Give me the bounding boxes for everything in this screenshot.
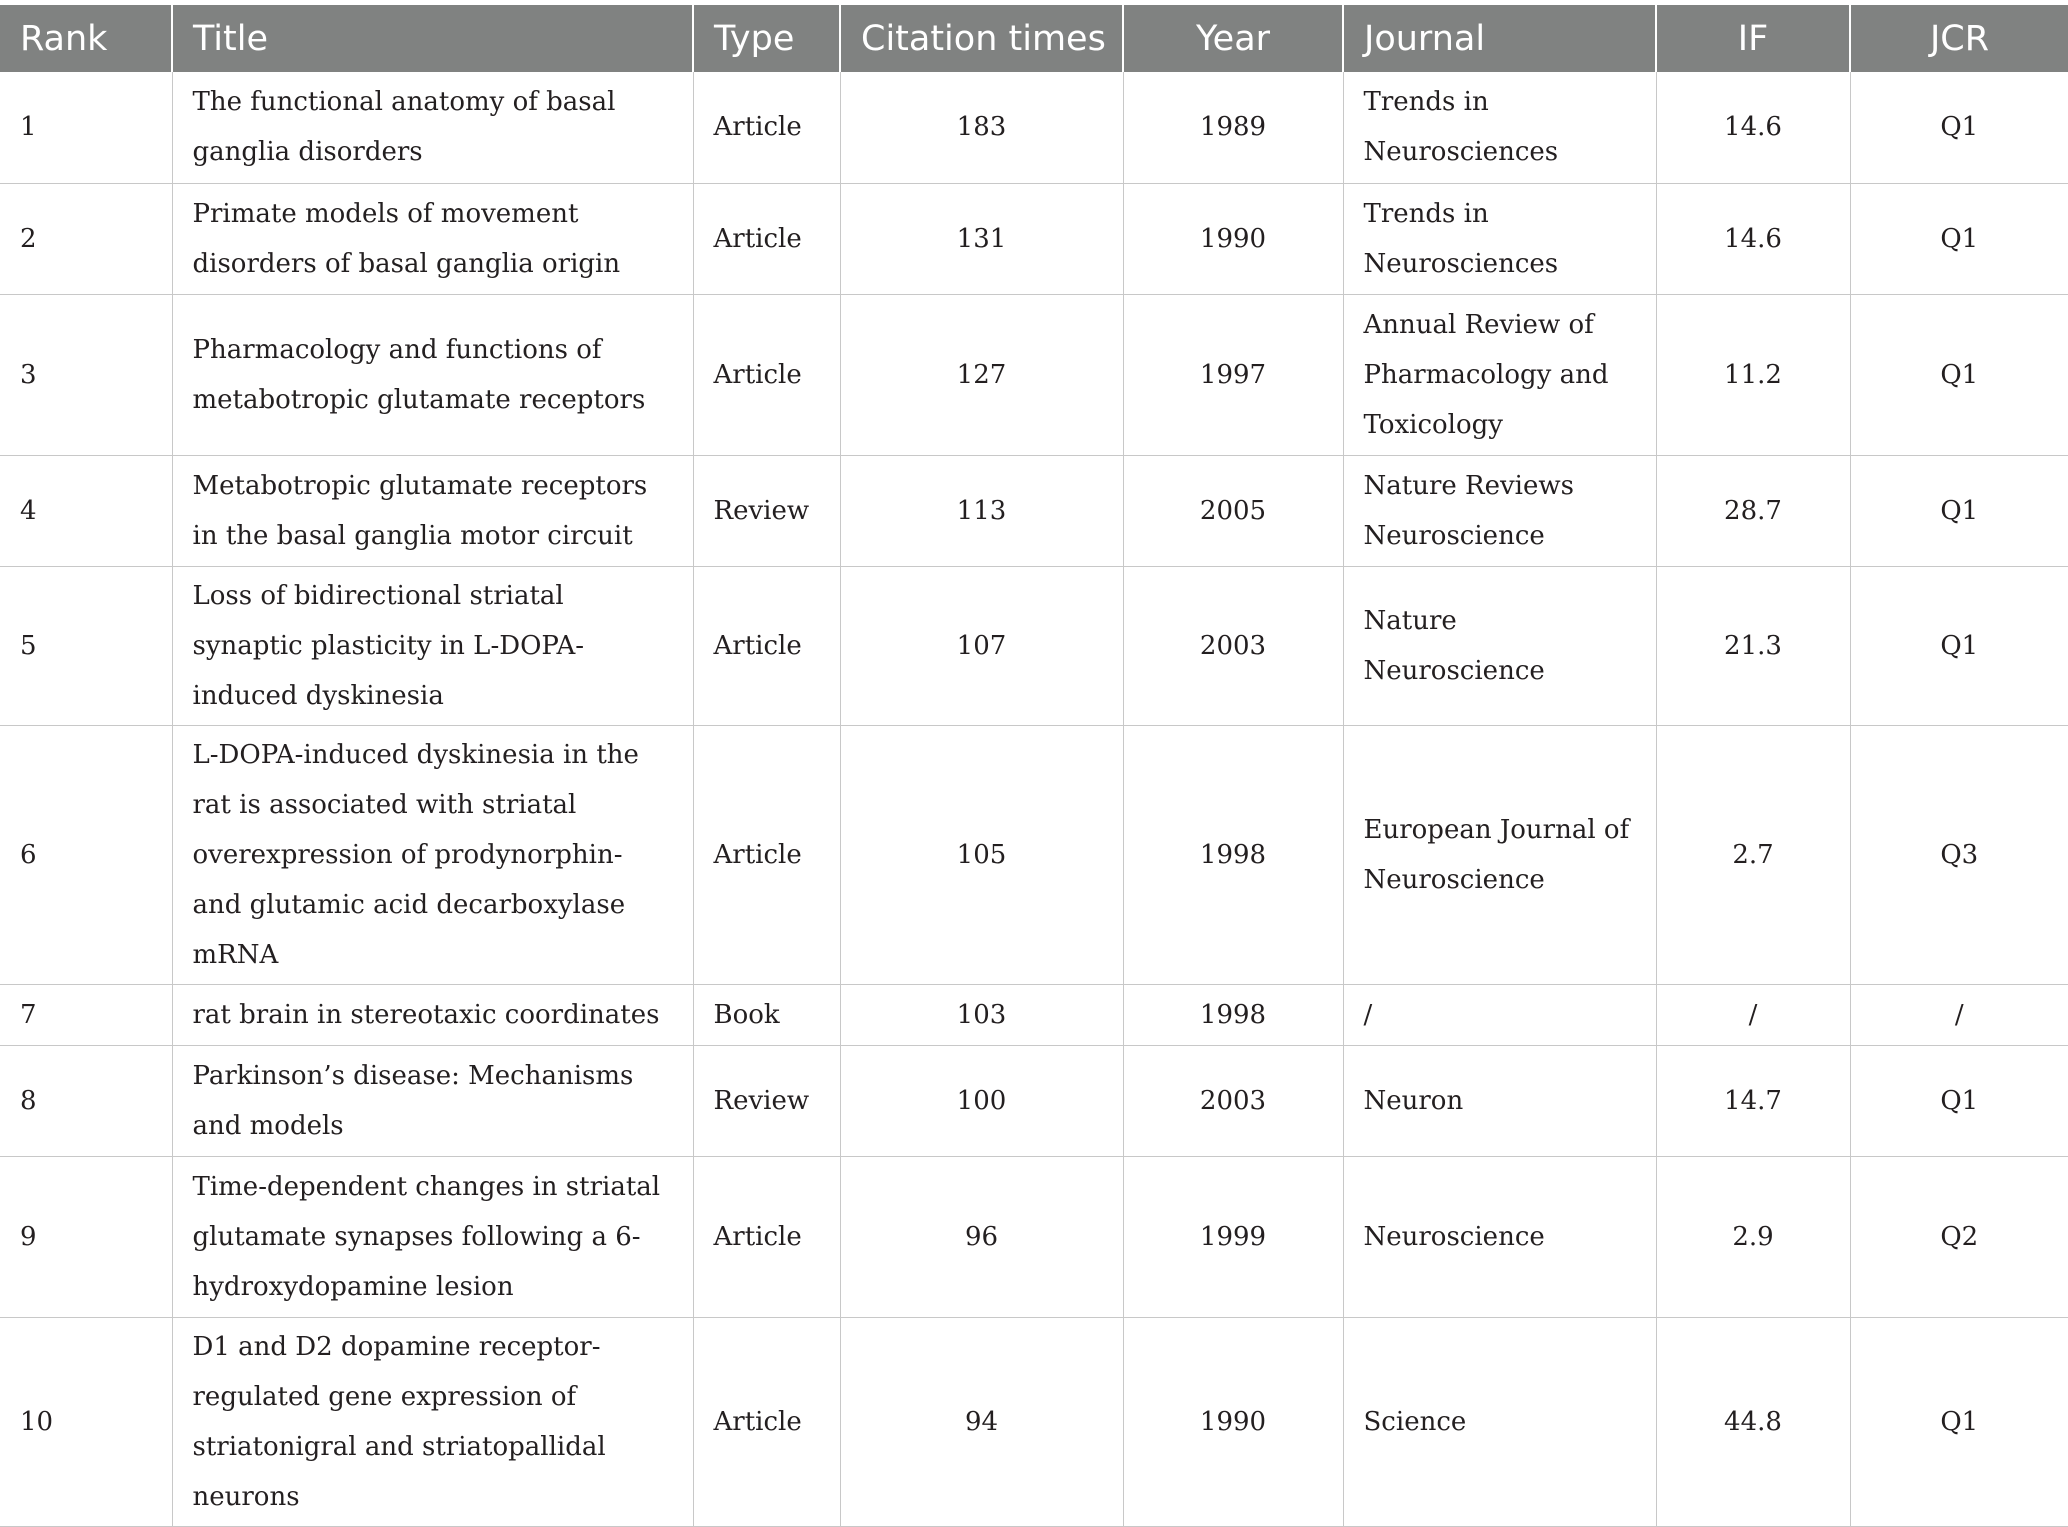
- table-row: [0, 455, 2068, 566]
- cell-citation: 100: [840, 1045, 1123, 1156]
- cell-jcr: Q1: [1850, 455, 2068, 566]
- cell-year: 1990: [1123, 1317, 1343, 1526]
- cell-if: 44.8: [1656, 1317, 1850, 1526]
- header-jcr: JCR: [1850, 5, 2068, 72]
- cell-rank: 10: [0, 1317, 172, 1526]
- table-row: [0, 72, 2068, 183]
- table-row: [0, 1156, 2068, 1317]
- cell-rank: 7: [0, 984, 172, 1045]
- cell-if: 11.2: [1656, 294, 1850, 455]
- cell-rank: 9: [0, 1156, 172, 1317]
- cell-type: Review: [693, 1045, 840, 1156]
- cell-citation: 107: [840, 566, 1123, 725]
- cell-title: Parkinson’s disease: Mechanisms and models: [172, 1045, 693, 1156]
- cell-if: 21.3: [1656, 566, 1850, 725]
- header-journal: Journal: [1343, 5, 1656, 72]
- cell-citation: 105: [840, 725, 1123, 984]
- cell-jcr: Q1: [1850, 1045, 2068, 1156]
- cell-type: Article: [693, 725, 840, 984]
- cell-journal: Annual Review of Pharmacology and Toxicology: [1343, 294, 1656, 455]
- citation-table: [0, 5, 2068, 1527]
- cell-citation: 96: [840, 1156, 1123, 1317]
- table-row: [0, 566, 2068, 725]
- cell-jcr: Q1: [1850, 294, 2068, 455]
- cell-title: Metabotropic glutamate receptors in the basal ganglia motor circuit: [172, 455, 693, 566]
- cell-type: Book: [693, 984, 840, 1045]
- cell-year: 1989: [1123, 72, 1343, 183]
- header-citation-times: Citation times: [840, 5, 1123, 72]
- cell-title: Time-dependent changes in striatal glutamate synapses following a 6-hydroxydopamine lesion: [172, 1156, 693, 1317]
- table-header: [0, 5, 2068, 72]
- header-row: [0, 5, 2068, 72]
- header-title: Title: [172, 5, 693, 72]
- cell-year: 1997: [1123, 294, 1343, 455]
- cell-year: 2003: [1123, 1045, 1343, 1156]
- cell-jcr: Q1: [1850, 566, 2068, 725]
- cell-journal: Neuron: [1343, 1045, 1656, 1156]
- cell-rank: 4: [0, 455, 172, 566]
- citation-table-container: [0, 5, 2068, 1527]
- cell-type: Article: [693, 1317, 840, 1526]
- cell-title: L-DOPA-induced dyskinesia in the rat is associated with striatal overexpression of prodynorphin- and glutamic acid decarboxylase mRNA: [172, 725, 693, 984]
- cell-year: 1999: [1123, 1156, 1343, 1317]
- cell-type: Article: [693, 1156, 840, 1317]
- cell-rank: 8: [0, 1045, 172, 1156]
- table-row: [0, 725, 2068, 984]
- cell-citation: 131: [840, 183, 1123, 294]
- cell-if: 2.7: [1656, 725, 1850, 984]
- cell-year: 2003: [1123, 566, 1343, 725]
- cell-jcr: Q1: [1850, 1317, 2068, 1526]
- cell-if: 14.6: [1656, 72, 1850, 183]
- table-row: [0, 1045, 2068, 1156]
- cell-jcr: Q2: [1850, 1156, 2068, 1317]
- cell-journal: Trends in Neurosciences: [1343, 183, 1656, 294]
- table-body: [0, 72, 2068, 1526]
- cell-rank: 6: [0, 725, 172, 984]
- cell-title: D1 and D2 dopamine receptor-regulated gene expression of striatonigral and striatopallidal neurons: [172, 1317, 693, 1526]
- cell-if: 2.9: [1656, 1156, 1850, 1317]
- cell-type: Article: [693, 72, 840, 183]
- cell-year: 1998: [1123, 725, 1343, 984]
- table-row: [0, 1317, 2068, 1526]
- header-if: IF: [1656, 5, 1850, 72]
- table-row: [0, 294, 2068, 455]
- cell-citation: 127: [840, 294, 1123, 455]
- cell-type: Article: [693, 566, 840, 725]
- cell-rank: 1: [0, 72, 172, 183]
- cell-year: 1998: [1123, 984, 1343, 1045]
- cell-if: /: [1656, 984, 1850, 1045]
- cell-journal: /: [1343, 984, 1656, 1045]
- table-row: [0, 183, 2068, 294]
- cell-rank: 2: [0, 183, 172, 294]
- cell-type: Review: [693, 455, 840, 566]
- cell-journal: Nature Reviews Neuroscience: [1343, 455, 1656, 566]
- table-row: [0, 984, 2068, 1045]
- cell-rank: 5: [0, 566, 172, 725]
- header-type: Type: [693, 5, 840, 72]
- cell-journal: Trends in Neurosciences: [1343, 72, 1656, 183]
- cell-title: rat brain in stereotaxic coordinates: [172, 984, 693, 1045]
- cell-type: Article: [693, 183, 840, 294]
- header-rank: Rank: [0, 5, 172, 72]
- cell-year: 1990: [1123, 183, 1343, 294]
- cell-rank: 3: [0, 294, 172, 455]
- cell-title: Pharmacology and functions of metabotropic glutamate receptors: [172, 294, 693, 455]
- cell-year: 2005: [1123, 455, 1343, 566]
- header-year: Year: [1123, 5, 1343, 72]
- cell-jcr: Q3: [1850, 725, 2068, 984]
- cell-journal: Neuroscience: [1343, 1156, 1656, 1317]
- cell-if: 14.6: [1656, 183, 1850, 294]
- cell-citation: 183: [840, 72, 1123, 183]
- cell-journal: Nature Neuroscience: [1343, 566, 1656, 725]
- cell-if: 14.7: [1656, 1045, 1850, 1156]
- cell-title: The functional anatomy of basal ganglia disorders: [172, 72, 693, 183]
- cell-jcr: Q1: [1850, 183, 2068, 294]
- cell-journal: Science: [1343, 1317, 1656, 1526]
- cell-if: 28.7: [1656, 455, 1850, 566]
- cell-jcr: Q1: [1850, 72, 2068, 183]
- cell-citation: 94: [840, 1317, 1123, 1526]
- cell-title: Primate models of movement disorders of basal ganglia origin: [172, 183, 693, 294]
- cell-jcr: /: [1850, 984, 2068, 1045]
- cell-citation: 103: [840, 984, 1123, 1045]
- cell-type: Article: [693, 294, 840, 455]
- cell-title: Loss of bidirectional striatal synaptic plasticity in L-DOPA-induced dyskinesia: [172, 566, 693, 725]
- cell-citation: 113: [840, 455, 1123, 566]
- cell-journal: European Journal of Neuroscience: [1343, 725, 1656, 984]
